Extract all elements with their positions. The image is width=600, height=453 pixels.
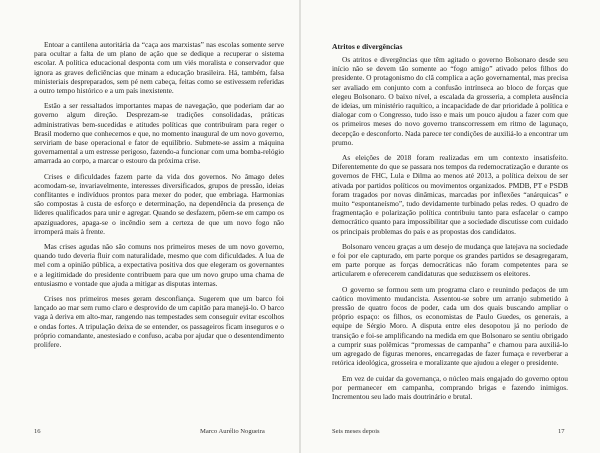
section-heading: Atritos e divergências <box>332 42 403 51</box>
body-paragraph: Bolsonaro venceu graças a um desejo de mudança que latejava na sociedade e foi por ele capturado, em parte porque os grandes partidos se desagregaram, em parte porque as forças democráticas não foram competentes para se articularem e oferecerem candidaturas que seduzissem os eleitores. <box>332 241 568 279</box>
running-footer-author: Marco Aurélio Nogueira <box>200 428 265 435</box>
body-paragraph: O governo se formou sem um programa claro e reunindo pedaços de um caótico movimento mudancista. Assentou-se sobre um arranjo submetido à pressão de quatro focos de poder, cada um dos quais buscando ampliar o próprio espaço: os filhos, os economistas de Paulo Guedes, os generais, a equipe de Sérgio Moro. A disputa entre eles desopotou já no período de transição e foi-se amplificando na medida em que Bolsonaro se sentiu obrigado a cumprir suas polêmicas “promessas de campanha” e chamou para auxiliá-lo um agregado de figuras menores, encarregadas de fazer fumaça e reverberar a retórica ideológica, grosseira e moralizante que ajudou a eleger o presidente. <box>332 284 568 368</box>
left-page-number: 16 <box>34 428 41 435</box>
running-footer-title: Seis meses depois <box>332 428 380 435</box>
body-paragraph: Crises e dificuldades fazem parte da vida dos governos. No âmago deles acomodam-se, invariavelmente, interesses diversificados, grupos de pressão, ideias conflitantes e indivíduos prontos para mexer do poder, que embriaga. Harmonias são compostas à custa de esforço e determinação, na dependência da presença de líderes qualificados para unir e agregar. Quando se desfazem, põem-se em campo os apaziguadores, apaga-se o incêndio sem a certeza de que um novo fogo não irromperá mais à frente. <box>34 171 284 236</box>
body-paragraph: Crises nos primeiros meses geram desconfiança. Sugerem que um barco foi lançado ao mar sem rumo claro e desprovido de um capitão para manejá-lo. O barco vaga à deriva em alto-mar, rangendo nas tempestades sem conseguir evitar escolhos e ondas fortes. A tripulação deixa de se entender, os passageiros ficam inseguros e o próprio comandante, anestesiado e confuso, acaba por ajudar que o desentendimento prolifere. <box>34 294 284 350</box>
body-paragraph: Em vez de cuidar da governança, o núcleo mais engajado do governo optou por permanecer em campanha, comprando brigas e fazendo inimigos. Incrementou seu lado mais doutrinário e brutal. <box>332 373 568 401</box>
body-paragraph: Os atritos e divergências que têm agitado o governo Bolsonaro desde seu início não se devem tão somente ao “fogo amigo” ativado pelos filhos do presidente. O protagonismo do clã complica a ação governamental, mas precisa ser avaliado em conjunto com a confusão intrínseca ao bloco de forças que elegeu Bolsonaro. O baixo nível, a escalada da grosseria, a completa ausência de ideias, um ministério raquítico, a incapacidade de dar prioridade à política e dialogar com o Congresso, tudo isso e mais um pouco ajudou a fazer com que os primeiros meses do novo governo transcorressem em ritmo de lagunaço, decepção e desconforto. Nada parece ter condições de auxiliá-lo a encontrar um prumo. <box>332 55 568 147</box>
right-page <box>300 0 600 453</box>
body-paragraph: Entoar a cantilena autoritária da “caça aos marxistas” nas escolas somente serve para ocultar a falta de um plano de ação que se dedique a recuperar o sistema escolar. A política educacional desponta com um viés moralista e conservador que ignora as graves deficiências que minam a educação brasileira. Há, também, falsa ministeriais despreparados, sem pé nem cabeça, feitas como se estivessem referidas a outro tempo histórico e a um país inexistente. <box>34 40 284 96</box>
right-page-number: 17 <box>558 428 565 435</box>
body-paragraph: Estão a ser ressaltados importantes mapas de navegação, que poderiam dar ao governo algum direção. Desprezam-se tradições consolidadas, práticas administrativas bem-sucedidas e atitudes políticas que contribuíram para reger o Brasil moderno que conhecemos e que, no momento inaugural de um novo governo, serviriam de base operacional e fator de equilíbrio. Submete-se assim a máquina governamental a um estresse perigoso, fazendo-a funcionar com uma bomba-relógio amarrada ao corpo, a marcar o estouro da próxima crise. <box>34 101 284 166</box>
body-paragraph: Mas crises agudas não são comuns nos primeiros meses de um novo governo, quando tudo deveria fluir com naturalidade, mesmo que com dificuldades. A lua de mel com a opinião pública, a expectativa positiva dos que elegeram os governantes e a legitimidade do presidente contribuem para que um novo grupo uma chama de entusiasmo e vontade que ajuda a mitigar as disputas internas. <box>34 242 284 288</box>
body-paragraph: As eleições de 2018 foram realizadas em um contexto insatisfeito. Diferentemente do que se passara nos tempos da redemocratização e durante os governos de FHC, Lula e Dilma ao menos até 2013, a política deixou de ser ativada por partidos políticos ou movimentos organizados. PMDB, PT e PSDB foram tragados por novas dinâmicas, marcadas por inflexões “anárquicas” e muito “espontaneísmo”, tudo devidamente turbinado pelas redes. O quadro de fragmentação e polarização política contribuiu tanto para esfacelar o campo democrático quanto para impossibilitar que a sociedade discutisse com cuidado os principais problemas do país e as propostas dos candidatos. <box>332 153 568 236</box>
